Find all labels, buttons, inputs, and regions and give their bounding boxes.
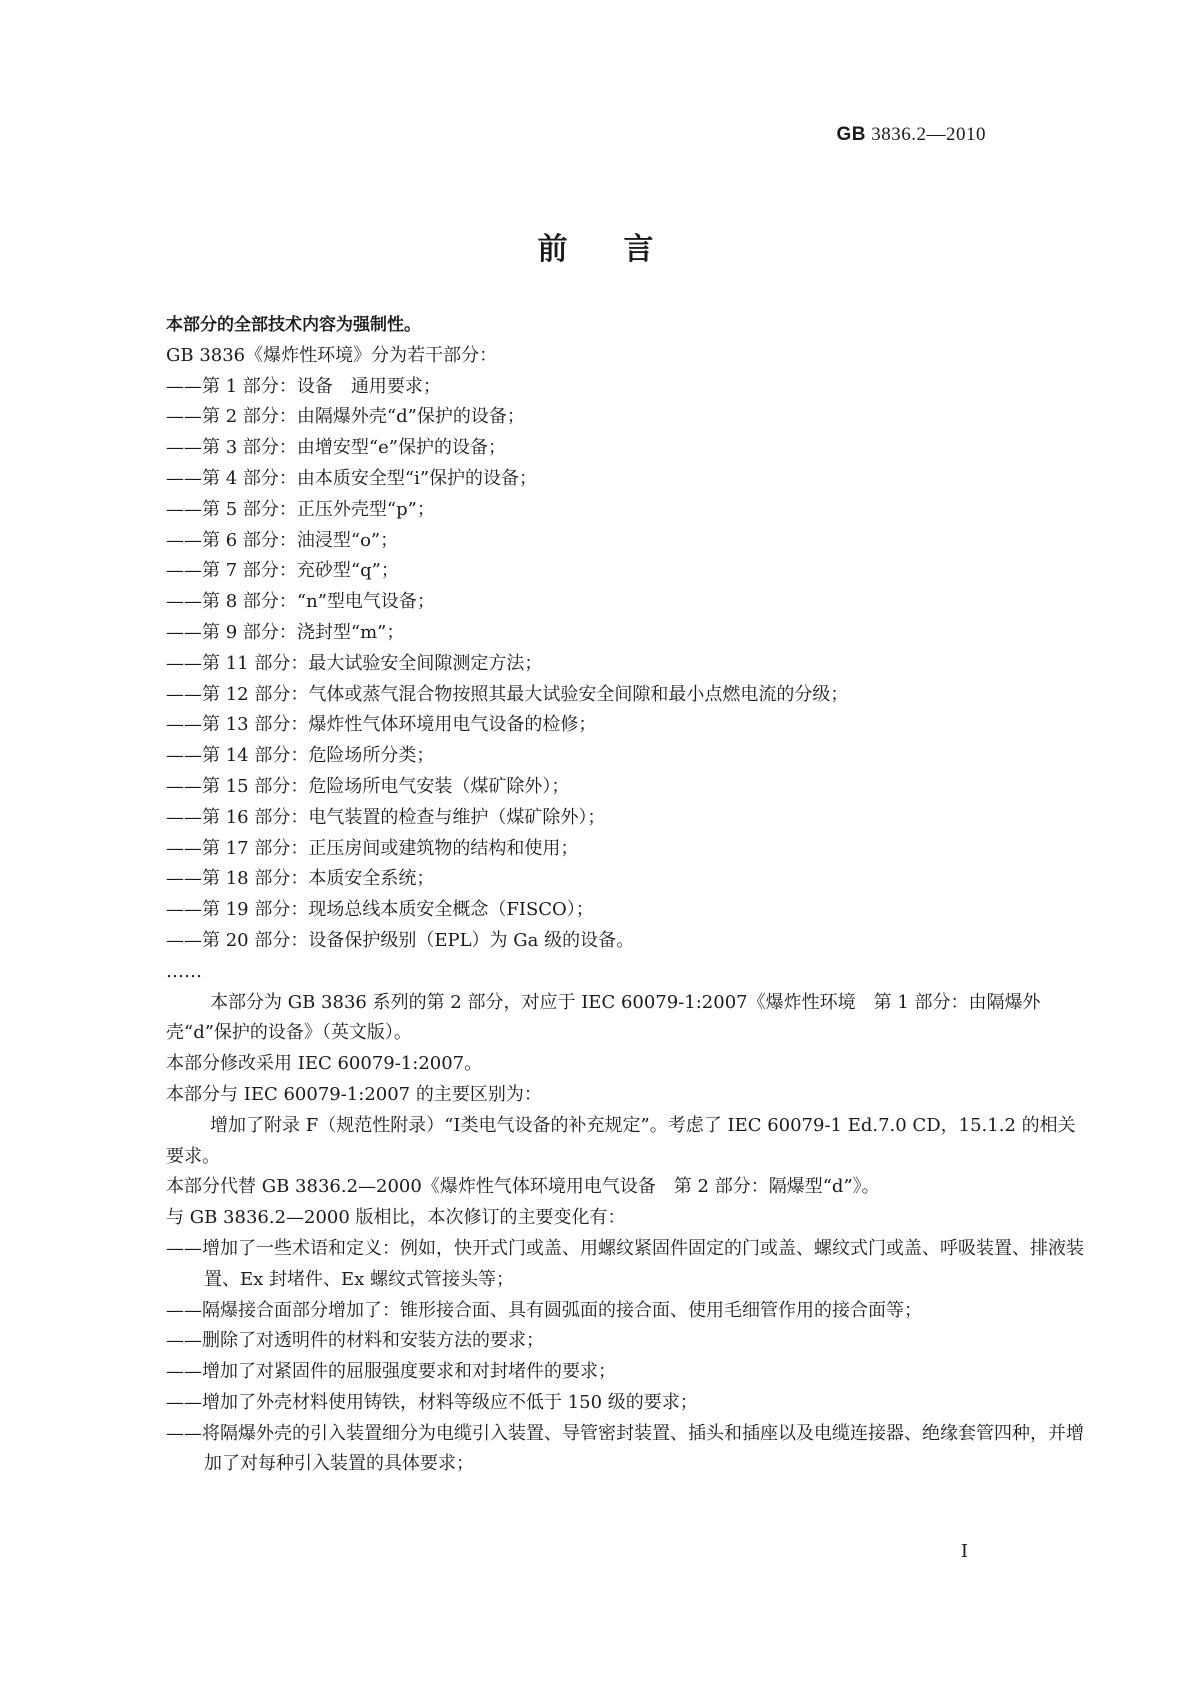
list-item: ——增加了外壳材料使用铸铁，材料等级应不低于 150 级的要求； — [166, 1391, 698, 1413]
correspondence-paragraph: 本部分为 GB 3836 系列的第 2 部分，对应于 IEC 60079-1:2007《爆炸性环境 第 1 部分：由隔爆外壳“d”保护的设备》（英文版）。 — [166, 991, 1041, 1044]
list-item: ——增加了一些术语和定义：例如，快开式门或盖、用螺纹紧固件固定的门或盖、螺纹式门或盖、呼吸装置、排液装置、Ex 封堵件、Ex 螺纹式管接头等； — [166, 1237, 1084, 1290]
modified-adoption-paragraph: 本部分修改采用 IEC 60079-1:2007。 — [166, 1053, 483, 1075]
standard-code-number: 3836.2—2010 — [871, 124, 986, 145]
list-item: ——第 15 部分：危险场所电气安装（煤矿除外）； — [166, 775, 570, 797]
list-item: ——第 9 部分：浇封型“m”； — [166, 621, 405, 643]
list-item: ——第 6 部分：油浸型“o”； — [166, 529, 399, 551]
standard-code-prefix: GB — [836, 124, 866, 145]
preface-body — [166, 310, 1084, 1480]
series-intro: GB 3836《爆炸性环境》分为若干部分： — [166, 344, 498, 366]
list-item: ——第 2 部分：由隔爆外壳“d”保护的设备； — [166, 406, 525, 428]
mandatory-statement: 本部分的全部技术内容为强制性。 — [166, 315, 421, 335]
changes-list — [166, 1234, 1084, 1480]
differences-intro: 本部分与 IEC 60079-1:2007 的主要区别为： — [166, 1083, 542, 1105]
list-item: ——第 3 部分：由增安型“e”保护的设备； — [166, 437, 506, 459]
list-item: ——第 17 部分：正压房间或建筑物的结构和使用； — [166, 837, 579, 859]
list-item: ——第 18 部分：本质安全系统； — [166, 868, 435, 890]
list-item: ——隔爆接合面部分增加了：锥形接合面、具有圆弧面的接合面、使用毛细管作用的接合面等； — [166, 1299, 922, 1321]
list-item: ——增加了对紧固件的屈服强度要求和对封堵件的要求； — [166, 1361, 616, 1383]
list-item: ——第 11 部分：最大试验安全间隙测定方法； — [166, 652, 543, 674]
list-item: ——删除了对透明件的材料和安装方法的要求； — [166, 1330, 544, 1352]
list-item: ——将隔爆外壳的引入装置细分为电缆引入装置、导管密封装置、插头和插座以及电缆连接器、绝缘套管四种，并增加了对每种引入装置的具体要求； — [166, 1422, 1084, 1475]
list-item: ——第 8 部分：“n”型电气设备； — [166, 591, 435, 613]
replaces-paragraph: 本部分代替 GB 3836.2—2000《爆炸性气体环境用电气设备 第 2 部分：隔爆型“d”》。 — [166, 1176, 880, 1198]
page-title: 前言 — [537, 232, 710, 267]
list-item: ——第 12 部分：气体或蒸气混合物按照其最大试验安全间隙和最小点燃电流的分级； — [166, 683, 849, 705]
list-item: ——第 4 部分：由本质安全型“i”保护的设备； — [166, 467, 538, 489]
changes-intro: 与 GB 3836.2—2000 版相比，本次修订的主要变化有： — [166, 1207, 626, 1229]
page-number: Ⅰ — [960, 1541, 968, 1562]
list-item: ——第 14 部分：危险场所分类； — [166, 745, 435, 767]
list-item: ——第 7 部分：充砂型“q”； — [166, 560, 399, 582]
list-item: ——第 5 部分：正压外壳型“p”； — [166, 498, 435, 520]
difference-item: 增加了附录 F（规范性附录）“Ⅰ类电气设备的补充规定”。考虑了 IEC 60079-1 Ed.7.0 CD，15.1.2 的相关要求。 — [166, 1114, 1076, 1167]
list-item: ——第 19 部分：现场总线本质安全概念（FISCO）； — [166, 899, 594, 921]
standard-code — [837, 124, 987, 146]
parts-list — [166, 372, 1084, 957]
list-item: ——第 13 部分：爆炸性气体环境用电气设备的检修； — [166, 714, 597, 736]
list-item: ——第 16 部分：电气装置的检查与维护（煤矿除外）； — [166, 806, 606, 828]
ellipsis: …… — [166, 960, 202, 982]
list-item: ——第 1 部分：设备 通用要求； — [166, 375, 441, 397]
list-item: ——第 20 部分：设备保护级别（EPL）为 Ga 级的设备。 — [166, 929, 635, 951]
